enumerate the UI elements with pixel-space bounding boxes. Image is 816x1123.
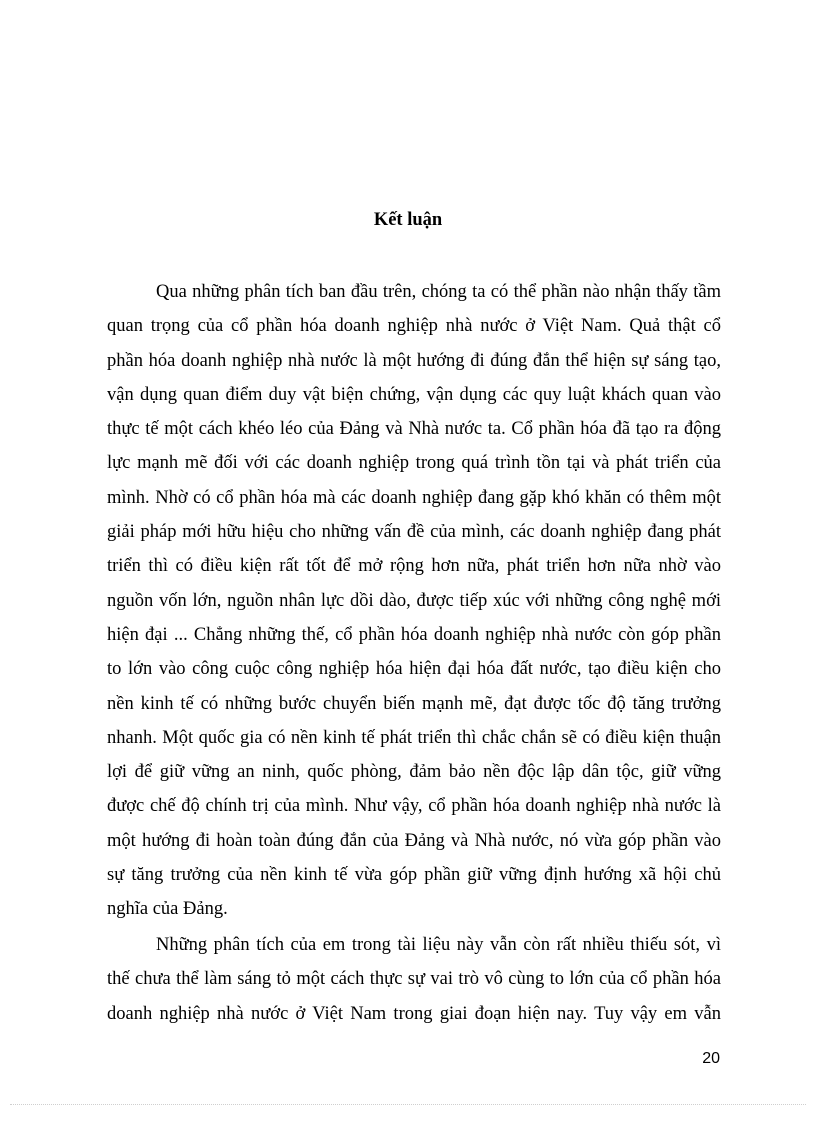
page-bottom-divider bbox=[10, 1104, 806, 1105]
text-line: doanh nghiệp nhà nước ở Việt Nam trong giai đoạn hiện nay. Tuy vậy em vẫn bbox=[107, 1003, 721, 1024]
page-number: 20 bbox=[702, 1050, 720, 1067]
paragraph-conclusion-1 bbox=[107, 275, 721, 927]
text-line: nhanh. Một quốc gia có nền kinh tế phát triển thì chắc chắn sẽ có điều kiện thuận bbox=[107, 727, 721, 748]
text-line: nguồn vốn lớn, nguồn nhân lực dồi dào, được tiếp xúc với những công nghệ mới bbox=[107, 590, 721, 611]
text-line: phần hóa doanh nghiệp nhà nước là một hướng đi đúng đắn thể hiện sự sáng tạo, bbox=[107, 350, 721, 371]
text-line: vận dụng quan điểm duy vật biện chứng, vận dụng các quy luật khách quan vào bbox=[107, 384, 721, 405]
text-line: sự tăng trưởng của nền kinh tế vừa góp phần giữ vững định hướng xã hội chủ bbox=[107, 865, 721, 886]
text-line: triển thì có điều kiện rất tốt để mở rộng hơn nữa, phát triển hơn nữa nhờ vào bbox=[107, 556, 721, 577]
text-line: Những phân tích của em trong tài liệu này vẫn còn rất nhiều thiếu sót, vì bbox=[156, 935, 721, 955]
text-line: to lớn vào công cuộc công nghiệp hóa hiện đại hóa đất nước, tạo điều kiện cho bbox=[107, 659, 721, 680]
text-line: giải pháp mới hữu hiệu cho những vấn đề của mình, các doanh nghiệp đang phát bbox=[107, 522, 721, 543]
text-line: lợi để giữ vững an ninh, quốc phòng, đảm bảo nền độc lập dân tộc, giữ vững bbox=[107, 762, 721, 783]
text-line: hiện đại ... Chẳng những thế, cổ phần hóa doanh nghiệp nhà nước còn góp phần bbox=[107, 624, 721, 645]
text-line: được chế độ chính trị của mình. Như vậy, cổ phần hóa doanh nghiệp nhà nước là bbox=[107, 796, 721, 817]
page-title: Kết luận bbox=[373, 210, 443, 230]
text-line: mình. Nhờ có cổ phần hóa mà các doanh nghiệp đang gặp khó khăn có thêm một bbox=[107, 487, 721, 508]
text-line: một hướng đi hoàn toàn đúng đắn của Đảng và Nhà nước, nó vừa góp phần vào bbox=[107, 830, 721, 851]
text-line: Qua những phân tích ban đầu trên, chóng ta có thể phần nào nhận thấy tầm bbox=[156, 282, 721, 302]
paragraph-conclusion-2 bbox=[107, 928, 721, 1031]
text-line: thực tế một cách khéo léo của Đảng và Nhà nước ta. Cổ phần hóa đã tạo ra động bbox=[107, 419, 721, 440]
text-line: quan trọng của cổ phần hóa doanh nghiệp nhà nước ở Việt Nam. Quả thật cổ bbox=[107, 316, 721, 337]
text-line: nghĩa của Đảng. bbox=[107, 899, 228, 920]
text-line: thế chưa thể làm sáng tỏ một cách thực sự vai trò vô cùng to lớn của cổ phần hóa bbox=[107, 969, 721, 990]
text-line: lực mạnh mẽ đối với các doanh nghiệp trong quá trình tồn tại và phát triển của bbox=[107, 453, 721, 474]
text-line: nền kinh tế có những bước chuyển biến mạnh mẽ, đạt được tốc độ tăng trưởng bbox=[107, 693, 721, 714]
